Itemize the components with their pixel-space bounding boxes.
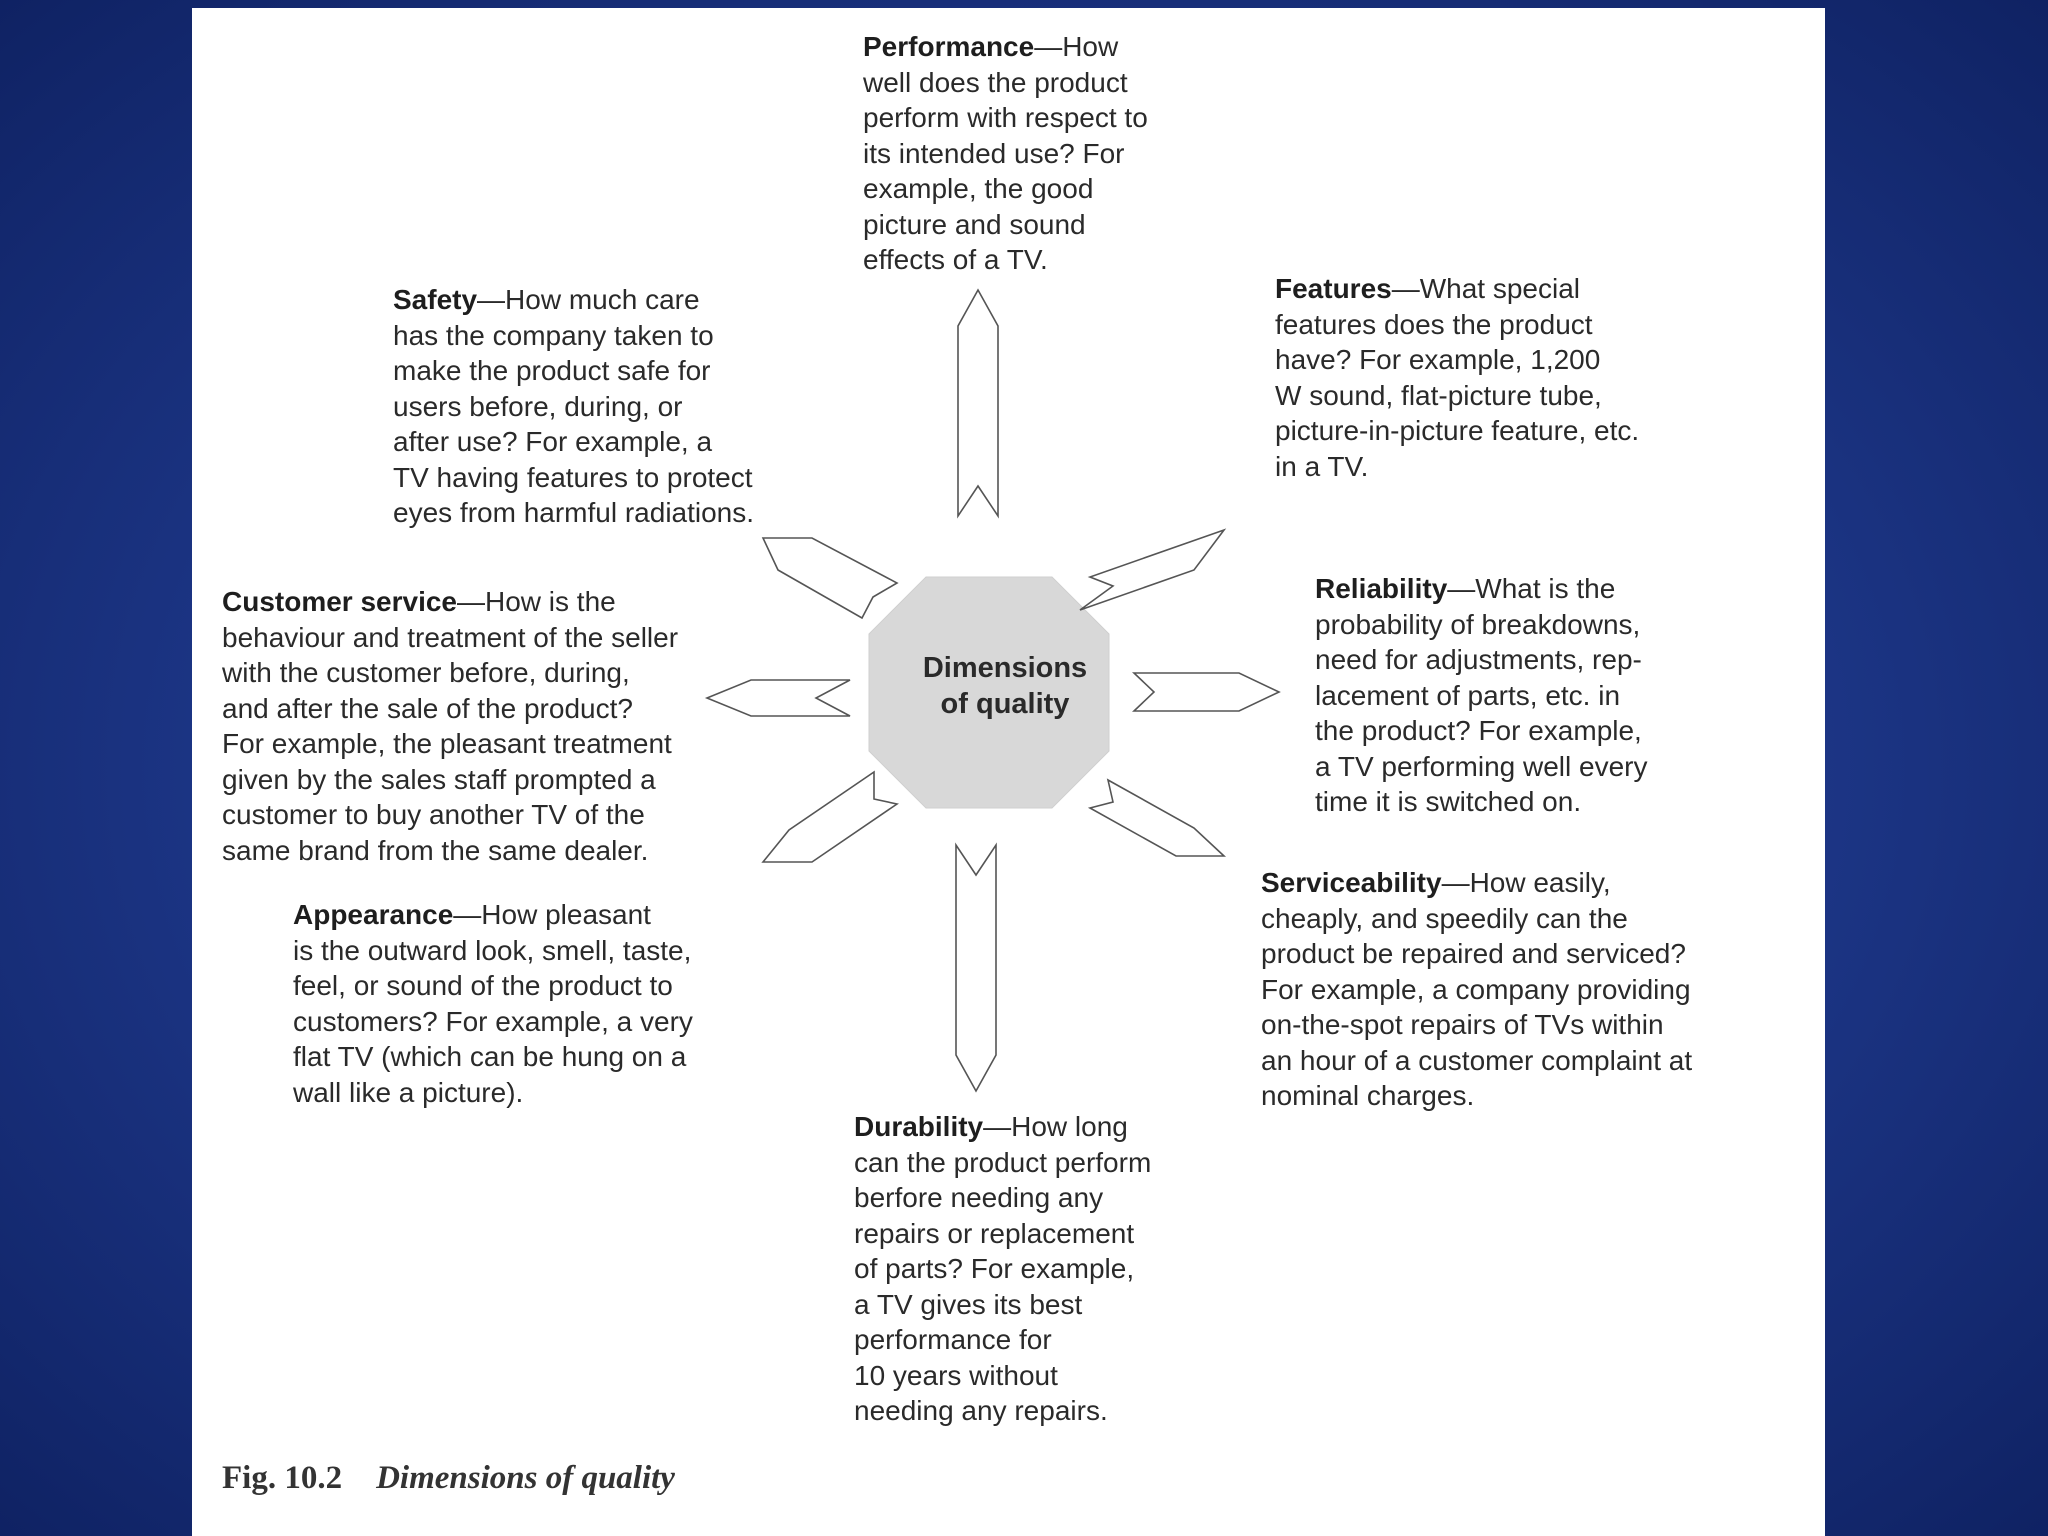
arrow-performance xyxy=(958,290,998,516)
dimension-durability xyxy=(854,1109,1151,1429)
dimension-features xyxy=(1275,271,1639,484)
desc-performance: —How well does the product perform with respect to its intended use? For example, the good picture and sound effects of a TV. xyxy=(863,31,1148,275)
arrow-features xyxy=(1080,530,1224,610)
term-performance: Performance xyxy=(863,31,1035,62)
dimension-safety xyxy=(393,282,754,531)
dimension-reliability xyxy=(1315,571,1648,820)
caption-number: Fig. 10.2 xyxy=(222,1460,343,1496)
arrow-customer-service xyxy=(707,680,850,716)
arrow-safety xyxy=(763,538,897,618)
term-serviceability: Serviceability xyxy=(1261,867,1442,898)
dimension-serviceability xyxy=(1261,865,1692,1114)
arrow-serviceability xyxy=(1090,780,1224,856)
term-customer-service: Customer service xyxy=(222,586,458,617)
term-reliability: Reliability xyxy=(1315,573,1448,604)
arrow-reliability xyxy=(1134,673,1279,711)
arrow-durability xyxy=(956,845,996,1091)
arrow-appearance xyxy=(763,772,897,862)
term-durability: Durability xyxy=(854,1111,984,1142)
term-features: Features xyxy=(1275,273,1392,304)
desc-durability: —How long can the product perform berfore needing any repairs or replacement of parts? For example, a TV gives its best performance for 10 years without needing any repairs. xyxy=(854,1111,1152,1426)
term-safety: Safety xyxy=(393,284,478,315)
dimension-appearance xyxy=(293,897,693,1110)
caption-title: Dimensions of quality xyxy=(376,1460,675,1496)
desc-reliability: —What is the probability of breakdowns, need for adjustments, rep- lacement of parts, etc. in the product? For example, a TV performing well every time it is switched on. xyxy=(1315,573,1648,817)
center-label: Dimensions of quality xyxy=(922,652,1088,720)
desc-serviceability: —How easily, cheaply, and speedily can the product be repaired and serviced? For example, a company providing on-the-spot repairs of TVs within an hour of a customer complaint at nominal charges. xyxy=(1261,867,1693,1111)
desc-appearance: —How pleasant is the outward look, smell, taste, feel, or sound of the product to customers? For example, a very flat TV (which can be hung on a wall like a picture). xyxy=(293,899,693,1108)
term-appearance: Appearance xyxy=(293,899,454,930)
desc-features: —What special features does the product have? For example, 1,200 W sound, flat-picture tube, picture-in-picture feature, etc. in a TV. xyxy=(1275,273,1640,482)
figure-caption xyxy=(222,1460,675,1497)
figure-page xyxy=(192,8,1825,1536)
desc-customer-service: —How is the behaviour and treatment of the seller with the customer before, during, and after the sale of the product? For example, the pleasant treatment given by the sales staff prompted a customer to buy another TV of the same brand from the same dealer. xyxy=(222,586,679,866)
dimension-customer-service xyxy=(222,584,678,868)
desc-safety: —How much care has the company taken to make the product safe for users before, during, or after use? For example, a TV having features to protect eyes from harmful radiations. xyxy=(393,284,755,528)
dimension-performance xyxy=(863,29,1148,278)
